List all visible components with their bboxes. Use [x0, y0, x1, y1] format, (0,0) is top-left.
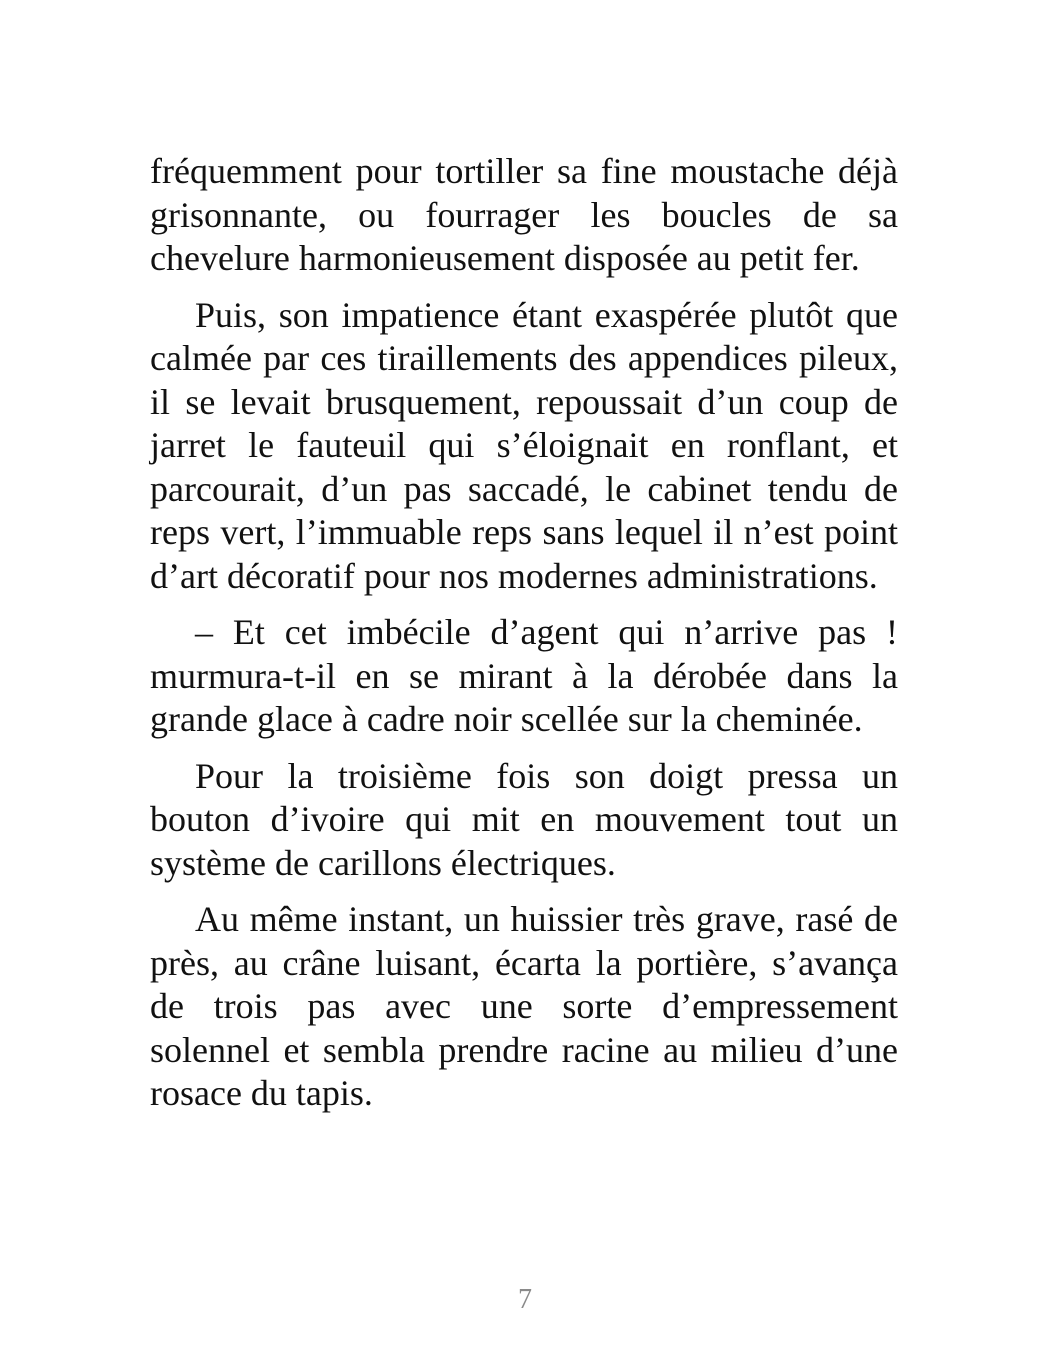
paragraph-continued: fréquemment pour tortiller sa fine moustache déjà grisonnante, ou fourrager les boucles de sa chevelure harmonieusement disposée au petit fer.: [150, 151, 898, 278]
paragraph: Pour la troisième fois son doigt pressa un bouton d’ivoire qui mit en mouvement tout un système de carillons électriques.: [150, 755, 898, 883]
paragraph-dialogue: – Et cet imbécile d’agent qui n’arrive pas ! murmura-t-il en se mirant à la dérobée dans la grande glace à cadre noir scellée sur la cheminée.: [150, 612, 898, 739]
page-body-text: [150, 150, 898, 1129]
paragraph: Puis, son impatience étant exaspérée plutôt que calmée par ces tiraillements des appendices pileux, il se levait brusquement, repoussait d’un coup de jarret le fauteuil qui s’éloignait en ronflant, et parcourait, d’un pas saccadé, le cabinet tendu de reps vert, l’immuable reps sans lequel il n’est point d’art décoratif pour nos modernes administrations.: [150, 294, 898, 596]
page-number: 7: [518, 1284, 532, 1315]
paragraph: Au même instant, un huissier très grave, rasé de près, au crâne luisant, écarta la portière, s’avança de trois pas avec une sorte d’empressement solennel et sembla prendre racine au milieu d’une rosace du tapis.: [150, 899, 898, 1113]
